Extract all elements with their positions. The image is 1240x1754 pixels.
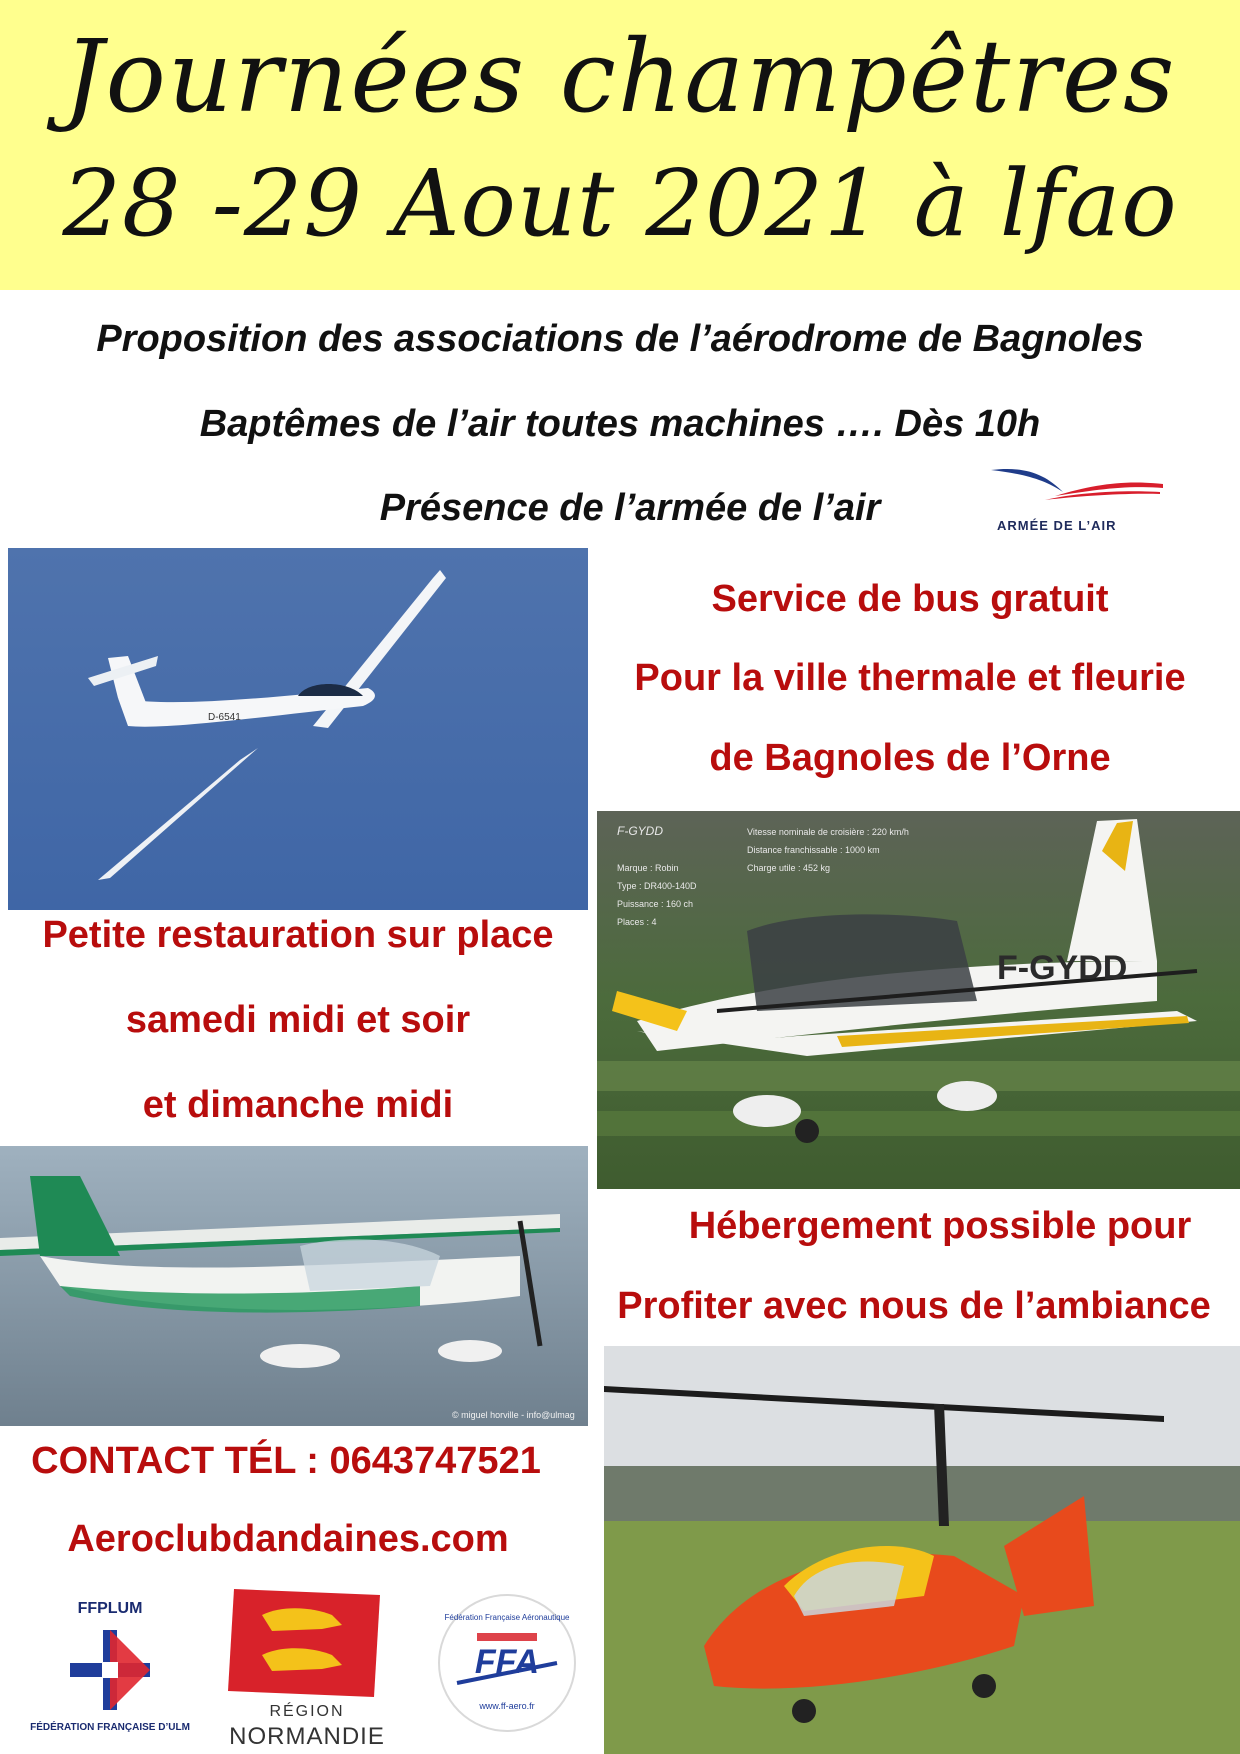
ffa-mark: FFA <box>474 1643 540 1681</box>
contact-phone: CONTACT TÉL : 0643747521 <box>31 1440 541 1482</box>
intro-line-associations: Proposition des associations de l’aérodrome de Bagnoles <box>96 318 1144 360</box>
glider-photo <box>8 548 588 910</box>
photo-banner-registration: F-GYDD <box>617 824 663 838</box>
region-normandie-logo <box>212 1585 402 1750</box>
spec-right-3: Charge utile : 452 kg <box>747 863 831 873</box>
ffplum-logo <box>30 1600 190 1740</box>
bus-line-1: Service de bus gratuit <box>711 578 1109 620</box>
ffplum-subtitle: FÉDÉRATION FRANÇAISE D’ULM <box>30 1722 190 1733</box>
lodging-line-1: Hébergement possible pour <box>688 1205 1192 1247</box>
spec-left-2: Type : DR400-140D <box>617 881 697 891</box>
bus-line-2: Pour la ville thermale et fleurie <box>634 657 1186 699</box>
ffplum-text: FFPLUM <box>77 1600 143 1617</box>
lodging-line-2: Profiter avec nous de l’ambiance <box>617 1285 1211 1327</box>
robin-dr400-photo <box>597 811 1240 1189</box>
armee-logo-text: ARMÉE DE L’AIR <box>997 518 1117 533</box>
autogyro-photo <box>604 1346 1240 1754</box>
event-title: Journées champêtres <box>63 18 1177 135</box>
intro-line-baptemes: Baptêmes de l’air toutes machines …. Dès 10h <box>199 403 1041 445</box>
normandie-text: NORMANDIE <box>229 1723 385 1750</box>
food-line-3: et dimanche midi <box>142 1084 454 1126</box>
ffa-arc-text: Fédération Française Aéronautique <box>444 1613 570 1622</box>
tail-registration: F-GYDD <box>997 949 1128 987</box>
ffa-url: www.ff-aero.fr <box>479 1701 535 1711</box>
spec-left-4: Places : 4 <box>617 917 657 927</box>
ulm-photo <box>0 1146 588 1426</box>
bus-line-3: de Bagnoles de l’Orne <box>709 737 1111 779</box>
spec-right-1: Vitesse nominale de croisière : 220 km/h <box>747 827 909 837</box>
event-dates: 28 -29 Aout 2021 à lfao <box>62 150 1178 257</box>
spec-left-3: Puissance : 160 ch <box>617 899 694 909</box>
food-line-2: samedi midi et soir <box>125 999 471 1041</box>
region-text: RÉGION <box>269 1703 345 1720</box>
spec-left-1: Marque : Robin <box>617 863 679 873</box>
glider-registration: D-6541 <box>208 712 241 723</box>
armee-de-l-air-logo <box>985 462 1165 537</box>
ulm-photo-credit: © miguel horville - info@ulmag <box>452 1410 575 1420</box>
food-line-1: Petite restauration sur place <box>42 914 554 956</box>
intro-line-armee: Présence de l’armée de l’air <box>379 487 881 529</box>
spec-right-2: Distance franchissable : 1000 km <box>747 845 880 855</box>
ffa-logo <box>437 1593 577 1733</box>
contact-website[interactable]: Aeroclubdandaines.com <box>67 1518 509 1560</box>
